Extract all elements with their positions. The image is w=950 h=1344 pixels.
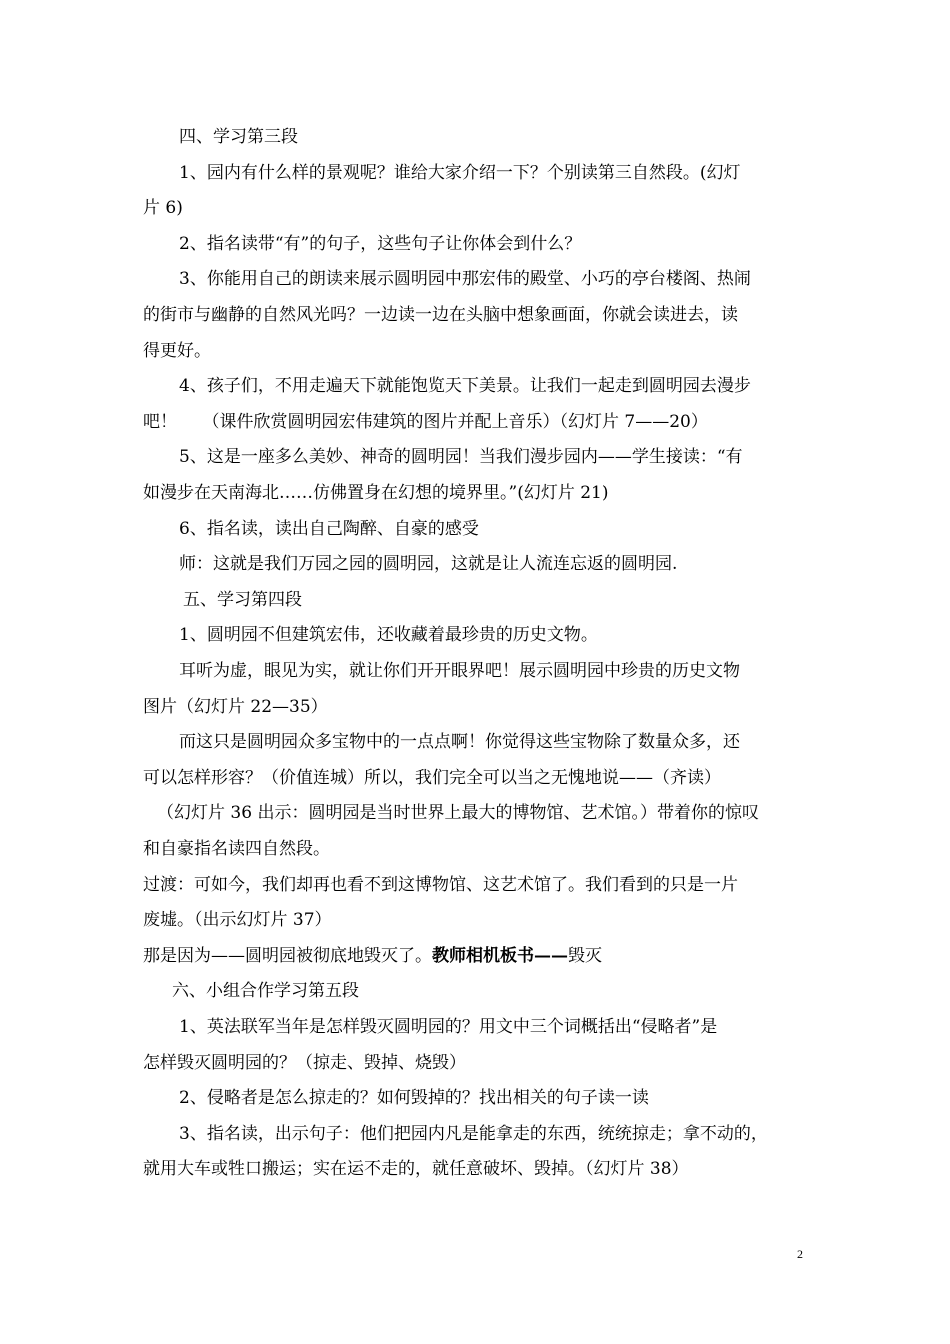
plain-text: 毁灭 <box>568 946 602 966</box>
paragraph-line: 2、指名读带“有”的句子，这些句子让你体会到什么？ <box>179 234 582 254</box>
plain-text: 那是因为——圆明园被彻底地毁灭了。 <box>143 946 432 966</box>
paragraph-line: 得更好。 <box>143 341 211 361</box>
paragraph-line: 5、这是一座多么美妙、神奇的圆明园！当我们漫步园内——学生接读：“有 <box>179 447 743 467</box>
paragraph-line: 怎样毁灭圆明园的？（掠走、毁掉、烧毁） <box>143 1053 466 1073</box>
paragraph-line: 3、你能用自己的朗读来展示圆明园中那宏伟的殿堂、小巧的亭台楼阁、热闹 <box>179 269 751 289</box>
bold-board-note: 教师相机板书—— <box>432 946 568 966</box>
paragraph-line: 1、英法联军当年是怎样毁灭圆明园的？用文中三个词概括出“侵略者”是 <box>179 1017 718 1037</box>
paragraph-line: 和自豪指名读四自然段。 <box>143 839 330 859</box>
paragraph-line: 耳听为虚，眼见为实，就让你们开开眼界吧！展示圆明园中珍贵的历史文物 <box>179 661 740 681</box>
section-heading-6: 六、小组合作学习第五段 <box>172 981 359 1001</box>
paragraph-line: 而这只是圆明园众多宝物中的一点点啊！你觉得这些宝物除了数量众多，还 <box>179 732 740 752</box>
paragraph-line: 过渡：可如今，我们却再也看不到这博物馆、这艺术馆了。我们看到的只是一片 <box>143 875 738 895</box>
paragraph-line <box>143 945 602 967</box>
paragraph-line: 吧！ （课件欣赏圆明园宏伟建筑的图片并配上音乐）（幻灯片 7——20） <box>143 412 708 432</box>
paragraph-line: 可以怎样形容？（价值连城）所以，我们完全可以当之无愧地说——（齐读） <box>143 768 721 788</box>
paragraph-line: 就用大车或牲口搬运；实在运不走的，就任意破坏、毁掉。（幻灯片 38） <box>143 1159 689 1179</box>
paragraph-line: 6、指名读，读出自己陶醉、自豪的感受 <box>179 519 479 539</box>
paragraph-line: 4、孩子们，不用走遍天下就能饱览天下美景。让我们一起走到圆明园去漫步 <box>179 376 751 396</box>
paragraph-line: 3、指名读，出示句子：他们把园内凡是能拿走的东西，统统掠走；拿不动的， <box>179 1124 768 1144</box>
paragraph-line: 1、圆明园不但建筑宏伟，还收藏着最珍贵的历史文物。 <box>179 625 598 645</box>
paragraph-line: 1、园内有什么样的景观呢？谁给大家介绍一下？个别读第三自然段。(幻灯 <box>179 163 741 183</box>
page-number: 2 <box>797 1247 803 1261</box>
paragraph-line: 如漫步在天南海北……仿佛置身在幻想的境界里。”(幻灯片 21) <box>143 483 609 503</box>
paragraph-line: 2、侵略者是怎么掠走的？如何毁掉的？找出相关的句子读一读 <box>179 1088 649 1108</box>
paragraph-line: 的街市与幽静的自然风光吗？一边读一边在头脑中想象画面，你就会读进去，读 <box>143 305 738 325</box>
paragraph-line: 片 6) <box>143 198 183 218</box>
paragraph-line: 师：这就是我们万园之园的圆明园，这就是让人流连忘返的圆明园. <box>179 554 678 574</box>
section-heading-4: 四、学习第三段 <box>179 127 298 147</box>
paragraph-line: 图片（幻灯片 22—35） <box>143 697 328 717</box>
section-heading-5: 五、学习第四段 <box>183 590 302 610</box>
paragraph-line: 废墟。（出示幻灯片 37） <box>143 910 332 930</box>
paragraph-line: （幻灯片 36 出示：圆明园是当时世界上最大的博物馆、艺术馆。）带着你的惊叹 <box>157 803 759 823</box>
